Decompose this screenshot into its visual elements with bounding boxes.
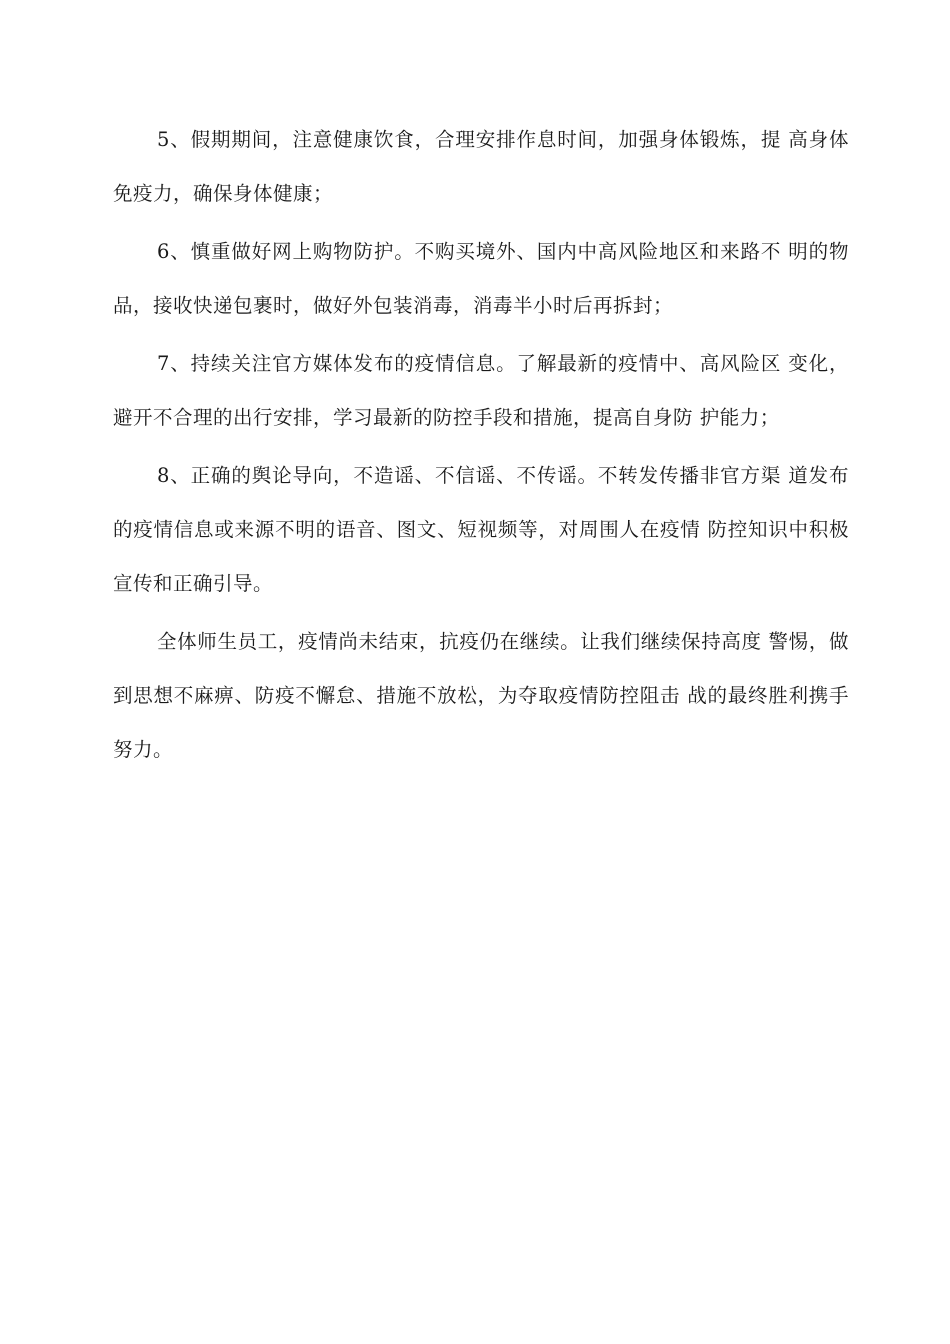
paragraph-item-8: 8、正确的舆论导向，不造谣、不信谣、不传谣。不转发传播非官方渠 道发布的疫情信息或来源不明的语音、图文、短视频等，对周围人在疫情 防控知识中积极宣传和正确引导。 — [113, 464, 849, 595]
paragraph-item-5: 5、假期期间，注意健康饮食，合理安排作息时间，加强身体锻炼，提 高身体免疫力，确保身体健康； — [113, 128, 849, 205]
paragraph-item-7: 7、持续关注官方媒体发布的疫情信息。了解最新的疫情中、高风险区 变化，避开不合理的出行安排，学习最新的防控手段和措施，提高自身防 护能力； — [113, 352, 849, 429]
closing-paragraph: 全体师生员工，疫情尚未结束，抗疫仍在继续。让我们继续保持高度 警惕，做到思想不麻痹、防疫不懈怠、措施不放松，为夺取疫情防控阻击 战的最终胜利携手努力。 — [113, 630, 849, 761]
document-body — [113, 113, 849, 781]
paragraph-item-6: 6、慎重做好网上购物防护。不购买境外、国内中高风险地区和来路不 明的物品，接收快递包裹时，做好外包装消毒，消毒半小时后再拆封； — [113, 240, 849, 317]
